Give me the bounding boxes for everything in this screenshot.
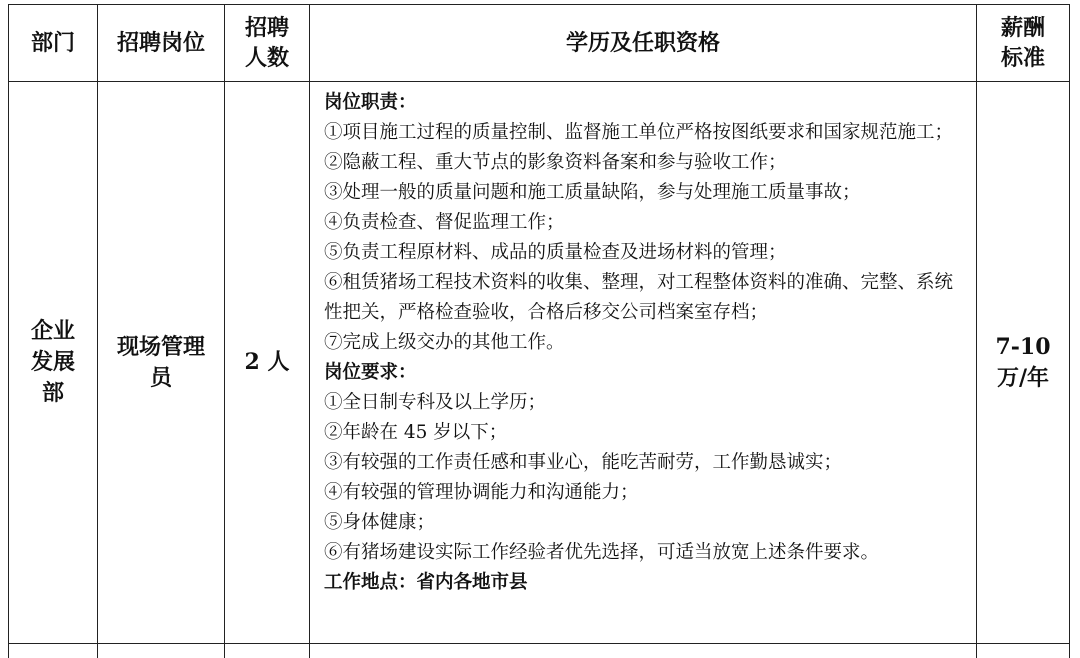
department-cell xyxy=(9,82,98,644)
header-salary xyxy=(977,5,1070,82)
requirement-item: ②年龄在 45 岁以下； xyxy=(324,418,968,448)
header-position: 招聘岗位 xyxy=(98,5,225,82)
duty-item: ①项目施工过程的质量控制、监督施工单位严格按图纸要求和国家规范施工； xyxy=(324,118,968,148)
requirement-item: ①全日制专科及以上学历； xyxy=(324,388,968,418)
empty-cell xyxy=(98,644,225,658)
duty-item: ⑤负责工程原材料、成品的质量检查及进场材料的管理； xyxy=(324,238,968,268)
header-department: 部门 xyxy=(9,5,98,82)
requirement-item: ④有较强的管理协调能力和沟通能力； xyxy=(324,478,968,508)
salary-cell xyxy=(977,82,1070,644)
department-line1: 企业 xyxy=(9,316,97,347)
count-cell: 2 人 xyxy=(225,82,310,644)
recruitment-table xyxy=(8,4,1070,658)
department-line2: 发展 xyxy=(9,347,97,378)
duty-item: ⑦完成上级交办的其他工作。 xyxy=(324,328,968,358)
header-count xyxy=(225,5,310,82)
header-salary-line1: 薪酬 xyxy=(977,13,1069,43)
empty-cell xyxy=(9,644,98,658)
duty-item: ②隐蔽工程、重大节点的影象资料备案和参与验收工作； xyxy=(324,148,968,178)
header-count-line1: 招聘 xyxy=(225,13,309,43)
empty-cell xyxy=(225,644,310,658)
empty-cell xyxy=(977,644,1070,658)
requirement-item: ⑤身体健康； xyxy=(324,508,968,538)
requirement-item: ③有较强的工作责任感和事业心，能吃苦耐劳，工作勤恳诚实； xyxy=(324,448,968,478)
duty-item: ④负责检查、督促监理工作； xyxy=(324,208,968,238)
work-location: 工作地点：省内各地市县 xyxy=(324,568,968,598)
requirement-item: ⑥有猪场建设实际工作经验者优先选择，可适当放宽上述条件要求。 xyxy=(324,538,968,568)
next-row-partial xyxy=(9,644,1070,658)
salary-line2: 万/年 xyxy=(977,363,1069,394)
duty-item: ③处理一般的质量问题和施工质量缺陷，参与处理施工质量事故； xyxy=(324,178,968,208)
header-count-line2: 人数 xyxy=(225,43,309,73)
table-row xyxy=(9,82,1070,644)
position-cell xyxy=(98,82,225,644)
duties-heading: 岗位职责： xyxy=(324,88,968,118)
empty-cell xyxy=(310,644,977,658)
duty-item: ⑥租赁猪场工程技术资料的收集、整理，对工程整体资料的准确、完整、系统性把关，严格检查验收，合格后移交公司档案室存档； xyxy=(324,268,968,328)
header-qualifications: 学历及任职资格 xyxy=(310,5,977,82)
department-line3: 部 xyxy=(9,378,97,409)
salary-line1: 7-10 xyxy=(977,332,1069,363)
header-row xyxy=(9,5,1070,82)
requirements-heading: 岗位要求： xyxy=(324,358,968,388)
qualifications-cell xyxy=(310,82,977,644)
header-salary-line2: 标准 xyxy=(977,43,1069,73)
position-line1: 现场管理 xyxy=(98,332,224,363)
position-line2: 员 xyxy=(98,363,224,394)
